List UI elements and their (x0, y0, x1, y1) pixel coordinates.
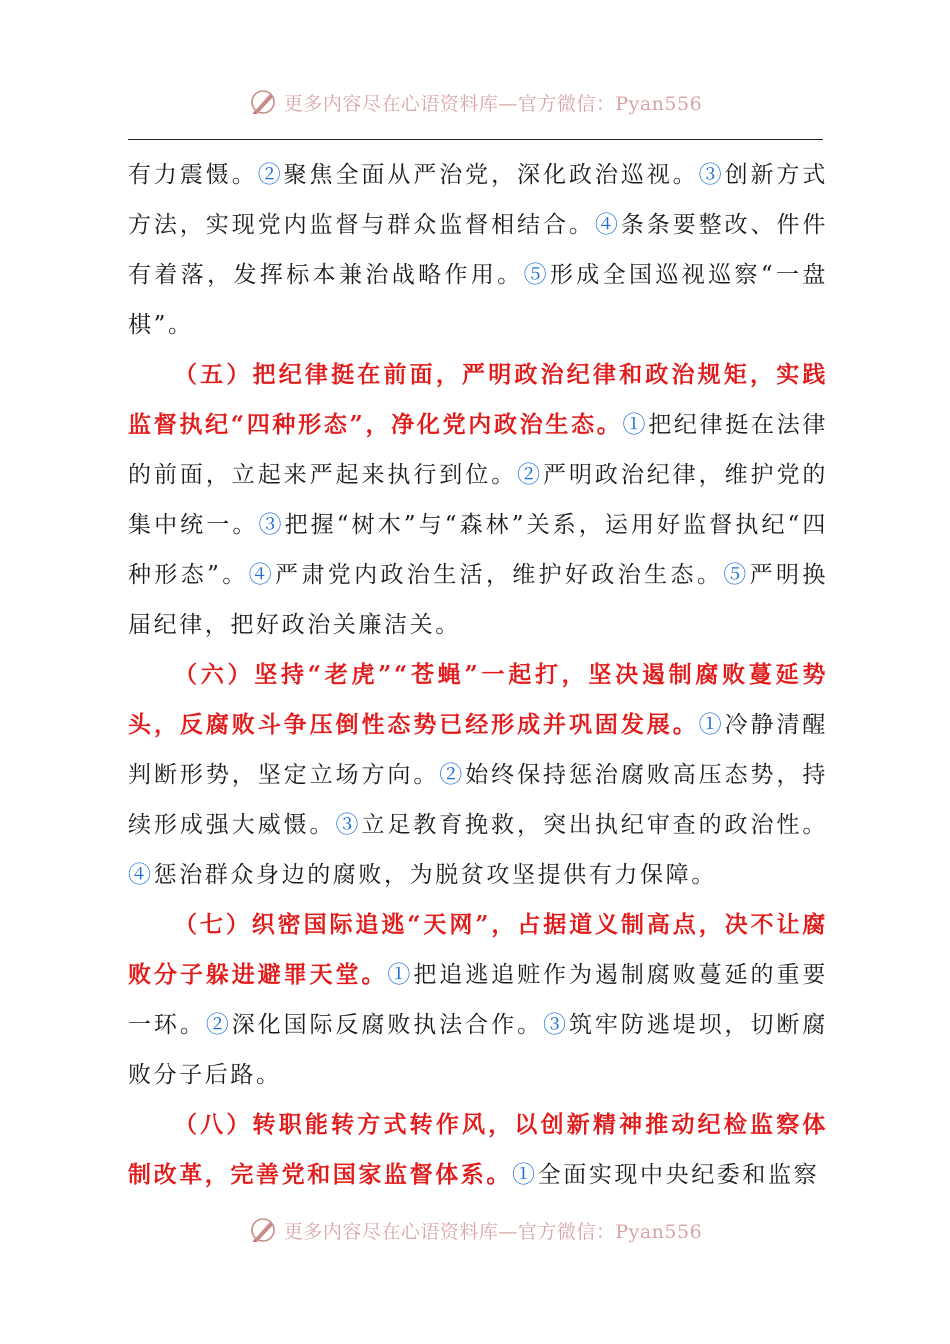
item-number: ② (517, 462, 544, 488)
pen-logo-icon (248, 1215, 278, 1245)
item-number: ② (439, 762, 466, 788)
body-text: 聚焦全面从严治党，深化政治巡视。 (283, 162, 699, 188)
body-text: 把握“树木”与“森林”关系，运用好监督执纪“四种形态”。 (128, 512, 828, 588)
body-text: 把追逃追赃作为遏制腐败蔓延的重要一环。 (128, 962, 829, 1038)
page-header (0, 84, 950, 120)
item-number: ① (512, 1162, 538, 1188)
footer-text: 更多内容尽在心语资料库—官方微信：Pyan556 (283, 1220, 703, 1243)
section-heading: （八）转职能转方式转作风，以创新精神推动纪检监察体制改革，完善党和国家监督体系。 (128, 1111, 828, 1188)
item-number: ③ (258, 512, 285, 538)
body-text: 形成全国巡视巡察“一盘棋”。 (128, 262, 829, 338)
body-text: 严明政治纪律，维护党的集中统一。 (128, 462, 829, 538)
section-heading: （六）坚持“老虎”“苍蝇”一起打，坚决遏制腐败蔓延势头，反腐败斗争压倒性态势已经形成并巩固发展。 (128, 661, 828, 738)
body-text: 严明换届纪律，把好政治关廉洁关。 (128, 562, 828, 638)
header-text: 更多内容尽在心语资料库—官方微信：Pyan556 (283, 92, 703, 115)
section-heading: （五）把纪律挺在前面，严明政治纪律和政治规矩，实践监督执纪“四种形态”，净化党内政治生态。 (128, 361, 828, 438)
body-text: 全面实现中央纪委和监察 (537, 1162, 820, 1188)
item-number: ② (257, 162, 284, 188)
item-number: ④ (248, 562, 275, 588)
body-text: 严肃党内政治生活，维护好政治生态。 (274, 562, 724, 588)
pen-logo-icon (248, 87, 278, 117)
paragraph (128, 650, 828, 900)
item-number: ④ (594, 212, 621, 238)
paragraph (128, 900, 828, 1100)
paragraph (128, 350, 828, 650)
body-text: 始终保持惩治腐败高压态势，持续形成强大威慑。 (128, 762, 829, 838)
page-footer (0, 1212, 950, 1248)
body-text: 把纪律挺在法律的前面，立起来严起来执行到位。 (128, 412, 828, 488)
body-text: 创新方式方法，实现党内监督与群众监督相结合。 (128, 162, 828, 238)
item-number: ③ (698, 162, 725, 188)
item-number: ④ (128, 862, 154, 888)
body-text: 惩治群众身边的腐败，为脱贫攻坚提供有力保障。 (153, 862, 717, 888)
body-text: 筑牢防逃堤坝，切断腐败分子后路。 (128, 1012, 828, 1088)
item-number: ③ (543, 1012, 569, 1038)
body-text: 冷静清醒判断形势，坚定立场方向。 (128, 712, 829, 788)
header-divider (128, 139, 823, 140)
body-text: 立足教育挽救，突出执纪审查的政治性。 (361, 812, 828, 838)
body-text: 条条要整改、件件有着落，发挥标本兼治战略作用。 (128, 212, 828, 288)
paragraph (128, 150, 828, 350)
section-heading: （七）织密国际追逃“天网”，占据道义制高点，决不让腐败分子躲进避罪天堂。 (128, 911, 828, 988)
item-number: ③ (335, 812, 362, 838)
item-number: ⑤ (523, 262, 550, 288)
body-text: 深化国际反腐败执法合作。 (231, 1012, 543, 1038)
document-body (128, 150, 828, 1200)
item-number: ① (387, 962, 414, 988)
item-number: ⑤ (723, 562, 750, 588)
body-text: 有力震慑。 (128, 162, 258, 188)
paragraph (128, 1100, 828, 1200)
item-number: ① (622, 412, 649, 438)
item-number: ① (698, 712, 725, 738)
item-number: ② (205, 1012, 232, 1038)
